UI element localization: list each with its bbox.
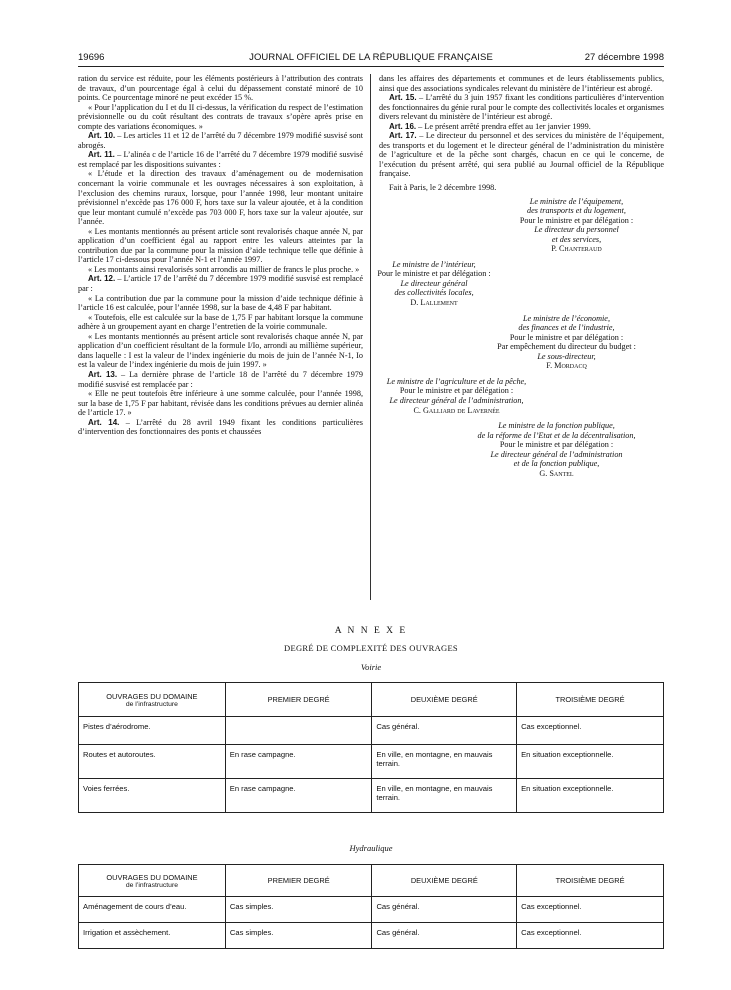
table-row [79,745,664,779]
table-row [79,897,664,923]
signatory-title: Le directeur général de l’administration, [389,395,524,405]
minister-title: Le ministre de l’agriculture et de la pêche, [386,376,527,386]
delegation-line: Pour le ministre et par délégation : [519,215,634,225]
table-cell [225,717,372,745]
signatory-name: G. Santel [539,468,574,478]
table-cell: Pistes d’aérodrome. [79,717,226,745]
signatory-name: D. Lallement [410,298,458,308]
table-cell: En rase campagne. [225,779,372,813]
annex-title: A N N E X E [334,626,408,636]
table-cell: Cas général. [372,717,517,745]
paragraph: « Toutefois, elle est calculée sur la base de 1,75 F par habitant lorsque la commune adhère à un groupement ayant en charge l’entretien de la voirie communale. [78,312,363,332]
article-10 [78,131,363,150]
table-header-row [79,683,664,717]
signature-block-interieur [359,260,509,308]
paragraph: « La contribution due par la commune pour la mission d’aide technique définie à l’article 16 est calculée, pour l’année 1998, sur la base de 4,48 F par habitant. [78,293,363,313]
paragraph: « Elle ne peut toutefois être inférieure à une somme calculée, pour l’année 1998, sur la base de 1,75 F par habitant, révisée dans les conditions prévues au dernier alinéa de l’article 17. » [78,389,363,418]
header-rule [78,66,664,67]
column-header: DEUXIÈME DEGRÉ [372,865,517,897]
article-text: – Les articles 11 et 12 de l’arrêté du 7 décembre 1979 modifié susvisé sont abrogés. [78,131,363,150]
voirie-table [78,682,664,813]
signatory-title: Le directeur du personnel [534,225,619,235]
article-text: – L’arrêté du 28 avril 1949 fixant les conditions particulières d’intervention des fonctionnaires des ponts et chaussées [78,417,363,437]
table-header-row [79,865,664,897]
table-cell: Cas exceptionnel. [517,923,664,949]
article-text: – L’arrêté du 3 juin 1957 fixant les conditions particulières d’intervention des fonctionnaires du génie rural pour le compte des collectivités locales et organismes divers relevant du ministère de l’intérieur est abrogé. [379,93,664,122]
signature-block-agriculture [369,377,544,415]
article-text: – L’alinéa c de l’article 16 de l’arrêté du 7 décembre 1979 modifié susvisé est remplacé par les dispositions suivantes : [78,150,363,169]
annex-subtitle: DEGRÉ DE COMPLEXITÉ DES OUVRAGES [284,643,458,653]
signatory-name: C. Galliard de Lavernée [413,405,500,415]
signatory-title: et des services, [551,234,602,244]
table-caption-hydraulique: Hydraulique [349,843,393,853]
signatory-name: F. Mordacq [546,361,587,371]
table-cell: Cas général. [372,923,517,949]
table-cell: Irrigation et assèchement. [79,923,226,949]
article-text: – La dernière phrase de l’article 18 de l’arrêté du 7 décembre 1979 modifié susvisé est remplacée par : [78,369,363,389]
column-header: DEUXIÈME DEGRÉ [372,683,517,717]
article-13 [78,370,363,389]
minister-title: de la réforme de l’Etat et de la décentralisation, [477,430,636,440]
article-text: – Le directeur du personnel et des services du ministère de l’équipement, des transports et du logement et le directeur général de l’administration du ministère de l’agriculture et de la pêche sont chargés, chacun en ce qui le concerne, de l’exécution du présent arrêté, qui sera publié au Journal officiel de la République française. [379,131,664,179]
paragraph: dans les affaires des départements et communes et de leurs établissements publics, ainsi que des associations syndicales relevant du ministère de l’intérieur est abrogé. [379,74,664,93]
article-label: Art. 16. [389,121,417,131]
paragraph: « Les montants mentionnés au présent article sont revalorisés chaque année N, par application d’un coefficient égal au rapport entre les valeurs atteintes par la contribution due par la commune pour la mission d’aide technique telle que définie à l’article 17 ci-dessous pour l’année N-1 et l’année 1997. [78,226,363,265]
left-column [78,74,363,437]
table-cell: Voies ferrées. [79,779,226,813]
minister-title: Le ministre de la fonction publique, [498,421,615,431]
signatory-title: Le directeur général de l’administration [490,449,623,459]
signatory-title: Le directeur général [400,278,468,288]
article-label: Art. 12. [88,274,116,284]
signatory-name: P. Chanteraud [551,244,602,254]
table-cell: Cas exceptionnel. [517,717,664,745]
article-15 [379,93,664,122]
signature-block-equipement [489,197,664,254]
column-separator [370,74,371,600]
article-label: Art. 15. [389,93,417,103]
delegation-line: Pour le ministre et par délégation : [377,269,491,279]
minister-title: des transports et du logement, [527,206,626,216]
journal-title: JOURNAL OFFICIEL DE LA RÉPUBLIQUE FRANÇAISE [249,52,493,63]
table-row [79,923,664,949]
paragraph: « Les montants mentionnés au présent article sont revalorisés chaque année N, par application d’un coefficient résultant de la formule I/Io, arrondi au millième supérieur, dans laquelle : I est la valeur de l’index ingénierie du mois de juin de l’année N-1, Io est la valeur de l’index ingénierie du mois de juin 1997. » [78,331,363,370]
article-11 [78,150,363,169]
delegation-line: Par empêchement du directeur du budget : [497,342,636,352]
table-caption-voirie: Voirie [360,662,382,672]
paragraph: « L’étude et la direction des travaux d’aménagement ou de modernisation concernant la voirie communale et les ouvrages nécessaires à son exploitation, à l’exclusion des chemins ruraux, lorsque, pour l’année 1998, leur montant unitaire prévisionnel n’excède pas 176 000 F, hors taxe sur la valeur ajoutée, et à la condition que leur montant cumulé n’excède pas 703 000 F, hors taxe sur la valeur ajoutée, sur l’année. [78,169,363,227]
page-header [78,52,664,66]
minister-title: Le ministre de l’intérieur, [392,259,476,269]
right-column [379,74,664,478]
article-label: Art. 11. [88,150,115,160]
article-14 [78,418,363,437]
article-text: – L’article 17 de l’arrêté du 7 décembre 1979 modifié susvisé est remplacé par : [78,274,363,294]
hydraulique-table [78,864,664,949]
minister-title: Le ministre de l’économie, [522,313,610,323]
issue-date: 27 décembre 1998 [584,52,664,63]
delegation-line: Pour le ministre et par délégation : [499,440,614,450]
delegation-line: Pour le ministre et par délégation : [509,332,624,342]
table-cell: Routes et autoroutes. [79,745,226,779]
table-cell: Cas général. [372,897,517,923]
column-header: OUVRAGES DU DOMAINE de l’infrastructure [79,683,226,717]
article-12 [78,274,363,293]
delegation-line: Pour le ministre et par délégation : [399,386,514,396]
article-label: Art. 17. [389,131,417,141]
column-header: TROISIÈME DEGRÉ [517,865,664,897]
column-header: OUVRAGES DU DOMAINE de l’infrastructure [79,865,226,897]
signatory-title: des collectivités locales, [394,288,474,298]
table-cell: En situation exceptionnelle. [517,779,664,813]
article-label: Art. 10. [88,131,116,141]
article-label: Art. 13. [88,369,118,379]
table-cell: En rase campagne. [225,745,372,779]
signature-block-fonction-publique [449,421,664,478]
table-cell: Cas exceptionnel. [517,897,664,923]
table-cell: Cas simples. [225,897,372,923]
minister-title: des finances et de l’industrie, [518,323,615,333]
signatory-title: Le sous-directeur, [537,351,596,361]
article-17 [379,131,664,179]
page-number: 19696 [78,52,105,63]
article-16 [379,122,664,132]
paragraph: « Les montants ainsi revalorisés sont arrondis au millier de francs le plus proche. » [88,264,360,274]
minister-title: Le ministre de l’équipement, [529,196,624,206]
table-cell: En ville, en montagne, en mauvais terrain. [372,745,517,779]
paragraph: ration du service est réduite, pour les éléments postérieurs à l’attribution des contrats de travaux, d’un pourcentage égal à celui du dépassement constaté minoré de 10 points. Ce pourcentage minoré ne peut excéder 15 %. [78,74,363,103]
column-header: PREMIER DEGRÉ [225,865,372,897]
paragraph: « Pour l’application du I et du II ci-dessus, la vérification du respect de l’estimation prévisionnelle ou du coût résultant des contrats de travaux s’opère après prise en compte des variations économiques. » [78,102,363,131]
table-cell: Cas simples. [225,923,372,949]
table-row [79,779,664,813]
table-cell: En situation exceptionnelle. [517,745,664,779]
table-cell: Aménagement de cours d’eau. [79,897,226,923]
column-header: TROISIÈME DEGRÉ [517,683,664,717]
signature-block-economie [469,314,664,371]
article-label: Art. 14. [88,417,120,427]
column-header: PREMIER DEGRÉ [225,683,372,717]
table-cell: En ville, en montagne, en mauvais terrain. [372,779,517,813]
signatory-title: et de la fonction publique, [513,459,600,469]
article-text: – Le présent arrêté prendra effet au 1er janvier 1999. [416,121,591,131]
table-row [79,717,664,745]
signing-date: Fait à Paris, le 2 décembre 1998. [389,183,497,193]
